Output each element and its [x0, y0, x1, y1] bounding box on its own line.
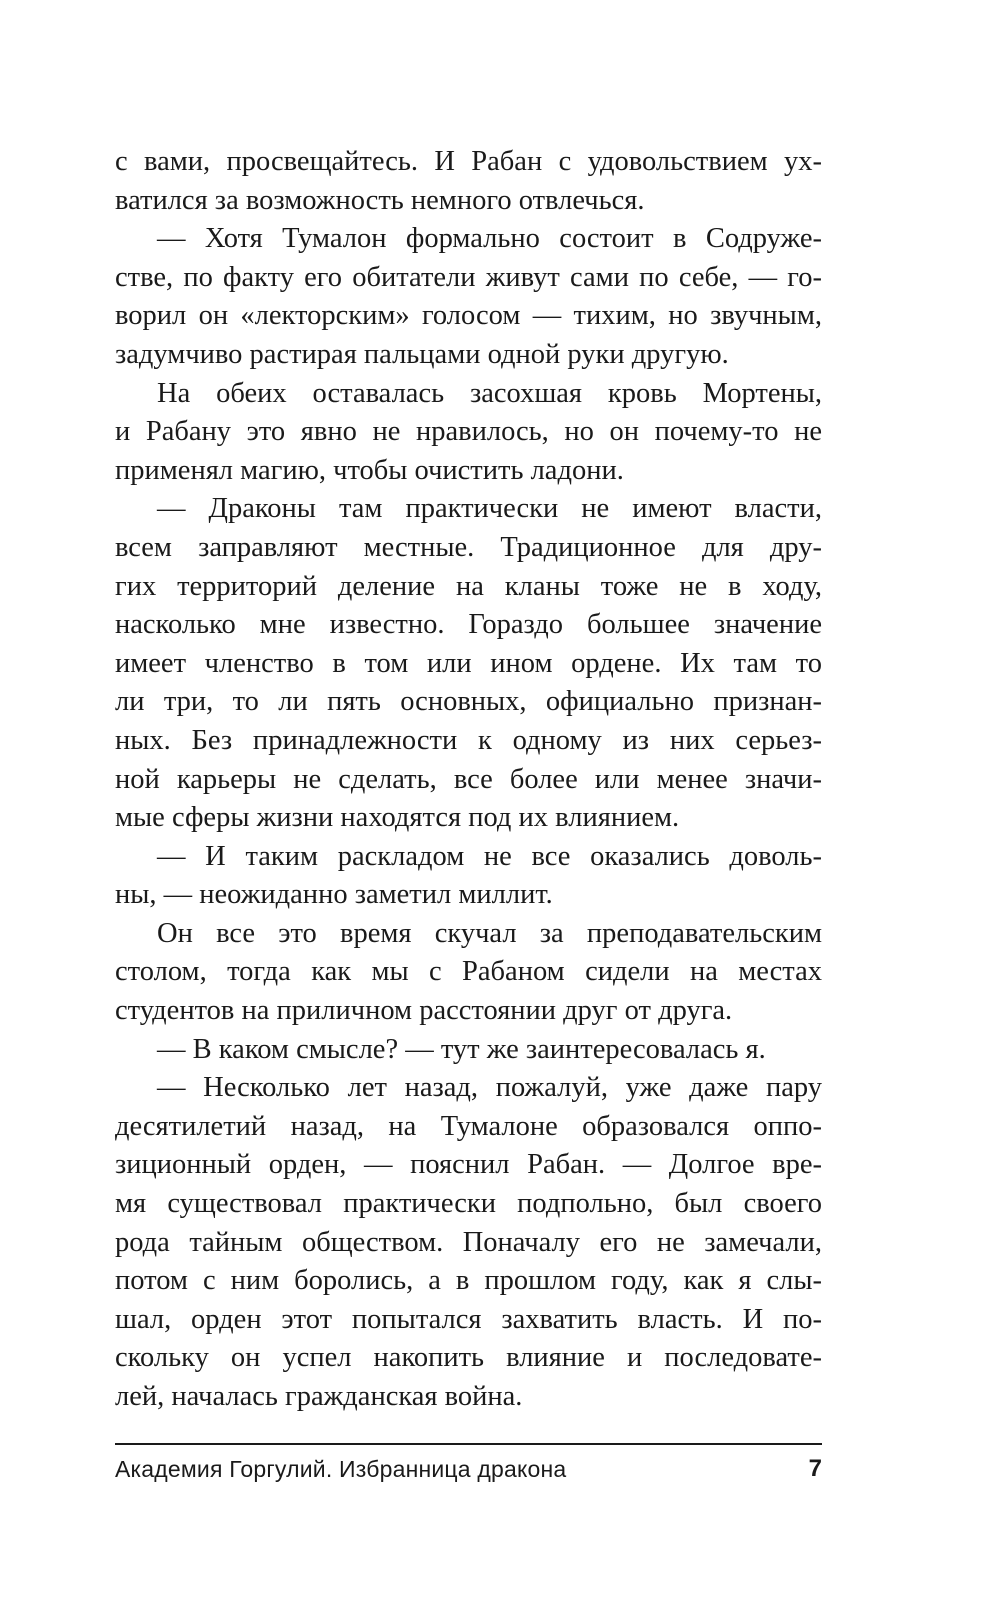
text-line: скольку он успел накопить влияние и последовате- [115, 1342, 822, 1374]
text-line: мя существовал практически подпольно, был своего [115, 1188, 822, 1220]
text-line: На обеих оставалась засохшая кровь Мортены, [157, 377, 822, 409]
text-line: задумчиво растирая пальцами одной руки другую. [115, 338, 729, 370]
running-footer [115, 1452, 822, 1486]
page-number: 7 [808, 1455, 822, 1482]
body-text [115, 143, 822, 1417]
text-line: — Хотя Тумалон формально состоит в Содруже- [157, 223, 822, 255]
text-line: имеет членство в том или ином ордене. Их там то [115, 647, 822, 679]
text-line: всем заправляют местные. Традиционное для дру- [115, 531, 822, 563]
text-line: десятилетий назад, на Тумалоне образовался оппо- [115, 1110, 822, 1142]
book-title: Академия Горгулий. Избранница дракона [115, 1455, 567, 1482]
text-line: ли три, то ли пять основных, официально признан- [115, 686, 822, 718]
text-line: зиционный орден, — пояснил Рабан. — Долгое вре- [115, 1149, 822, 1181]
text-line: лей, началась гражданская война. [115, 1381, 523, 1412]
text-line: ны, — неожиданно заметил миллит. [115, 879, 553, 911]
text-line: мые сферы жизни находятся под их влиянием. [115, 802, 680, 834]
text-line: потом с ним боролись, а в прошлом году, как я слы- [115, 1265, 822, 1297]
text-line: Он все это время скучал за преподавательским [157, 917, 822, 949]
text-line: рода тайным обществом. Поначалу его не замечали, [115, 1226, 822, 1258]
text-line: насколько мне известно. Гораздо большее значение [115, 609, 822, 641]
text-line: ворил он «лекторским» голосом — тихим, но звучным, [115, 300, 822, 332]
text-line: ной карьеры не сделать, все более или менее значи- [115, 763, 822, 795]
text-line: студентов на приличном расстоянии друг от друга. [115, 995, 733, 1027]
footer-divider [115, 1443, 822, 1445]
text-line: гих территорий деление на кланы тоже не в ходу, [115, 570, 822, 602]
text-line: — И таким раскладом не все оказались доволь- [157, 840, 822, 872]
text-line: с вами, просвещайтесь. И Рабан с удовольствием ух- [115, 146, 822, 177]
text-line: — Несколько лет назад, пожалуй, уже даже пару [157, 1072, 822, 1104]
text-line: и Рабану это явно не нравилось, но он почему-то не [115, 416, 822, 448]
text-line: столом, тогда как мы с Рабаном сидели на местах [115, 956, 822, 988]
text-line: стве, по факту его обитатели живут сами по себе, — го- [115, 261, 822, 293]
text-line: — В каком смысле? — тут же заинтересовалась я. [157, 1033, 766, 1065]
text-line: ватился за возможность немного отвлечься. [115, 184, 645, 216]
text-line: применял магию, чтобы очистить ладони. [115, 454, 624, 486]
text-line: шал, орден этот попытался захватить власть. И по- [115, 1303, 822, 1335]
text-line: — Драконы там практически не имеют власти, [157, 493, 822, 525]
text-line: ных. Без принадлежности к одному из них серьез- [115, 724, 822, 756]
